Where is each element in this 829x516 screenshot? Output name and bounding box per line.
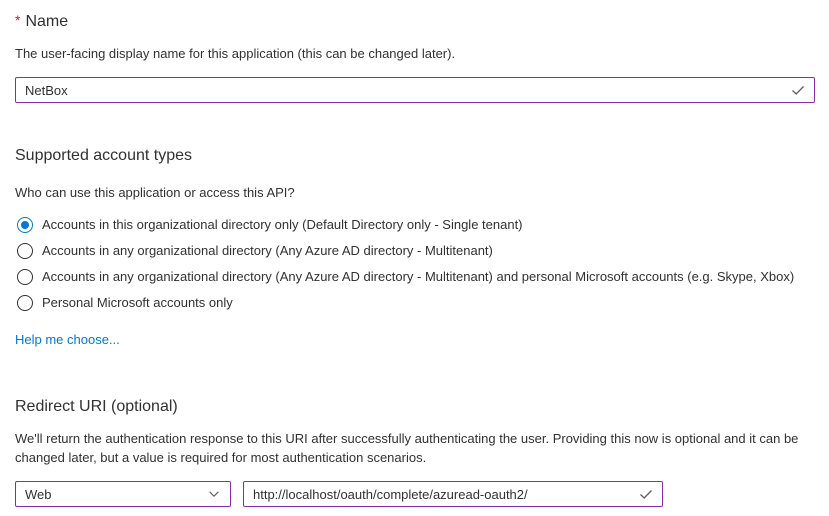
redirect-uri-description: We'll return the authentication response to this URI after successfully authenticating the user. Providing this now is optional and it can be changed later, but a value is required for most authentication scenarios. [15, 431, 799, 465]
name-input-wrap [15, 77, 815, 103]
radio-option-personal-only[interactable] [15, 290, 815, 316]
redirect-uri-row [15, 481, 815, 507]
radio-button[interactable] [17, 295, 33, 311]
account-types-title: Supported account types [15, 147, 193, 164]
name-input[interactable] [16, 78, 814, 102]
radio-button[interactable] [17, 269, 33, 285]
platform-select-value: Web [25, 486, 52, 502]
platform-select[interactable] [15, 481, 231, 507]
radio-button[interactable] [17, 217, 33, 233]
radio-option-single-tenant[interactable] [15, 212, 815, 238]
name-section-title [15, 10, 815, 32]
radio-option-multitenant[interactable] [15, 238, 815, 264]
checkmark-icon [638, 486, 654, 502]
radio-option-label: Accounts in any organizational directory (Any Azure AD directory - Multitenant) [42, 243, 493, 258]
redirect-uri-title: Redirect URI (optional) [15, 398, 178, 415]
radio-button[interactable] [17, 243, 33, 259]
account-types-radio-group [15, 212, 815, 316]
account-types-question: Who can use this application or access this API? [15, 185, 295, 200]
radio-option-multitenant-personal[interactable] [15, 264, 815, 290]
help-me-choose-link[interactable]: Help me choose... [15, 332, 120, 347]
required-marker: * [15, 12, 21, 28]
redirect-uri-input[interactable] [244, 482, 662, 506]
redirect-uri-input-wrap [243, 481, 663, 507]
radio-option-label: Accounts in any organizational directory (Any Azure AD directory - Multitenant) and personal Microsoft accounts (e.g. Skype, Xbox) [42, 269, 795, 284]
radio-option-label: Personal Microsoft accounts only [42, 295, 233, 310]
checkmark-icon [790, 82, 806, 98]
chevron-down-icon [206, 486, 222, 502]
name-description: The user-facing display name for this application (this can be changed later). [15, 46, 456, 61]
radio-option-label: Accounts in this organizational directory only (Default Directory only - Single tenant) [42, 217, 523, 232]
name-section-title-text: Name [25, 13, 69, 30]
